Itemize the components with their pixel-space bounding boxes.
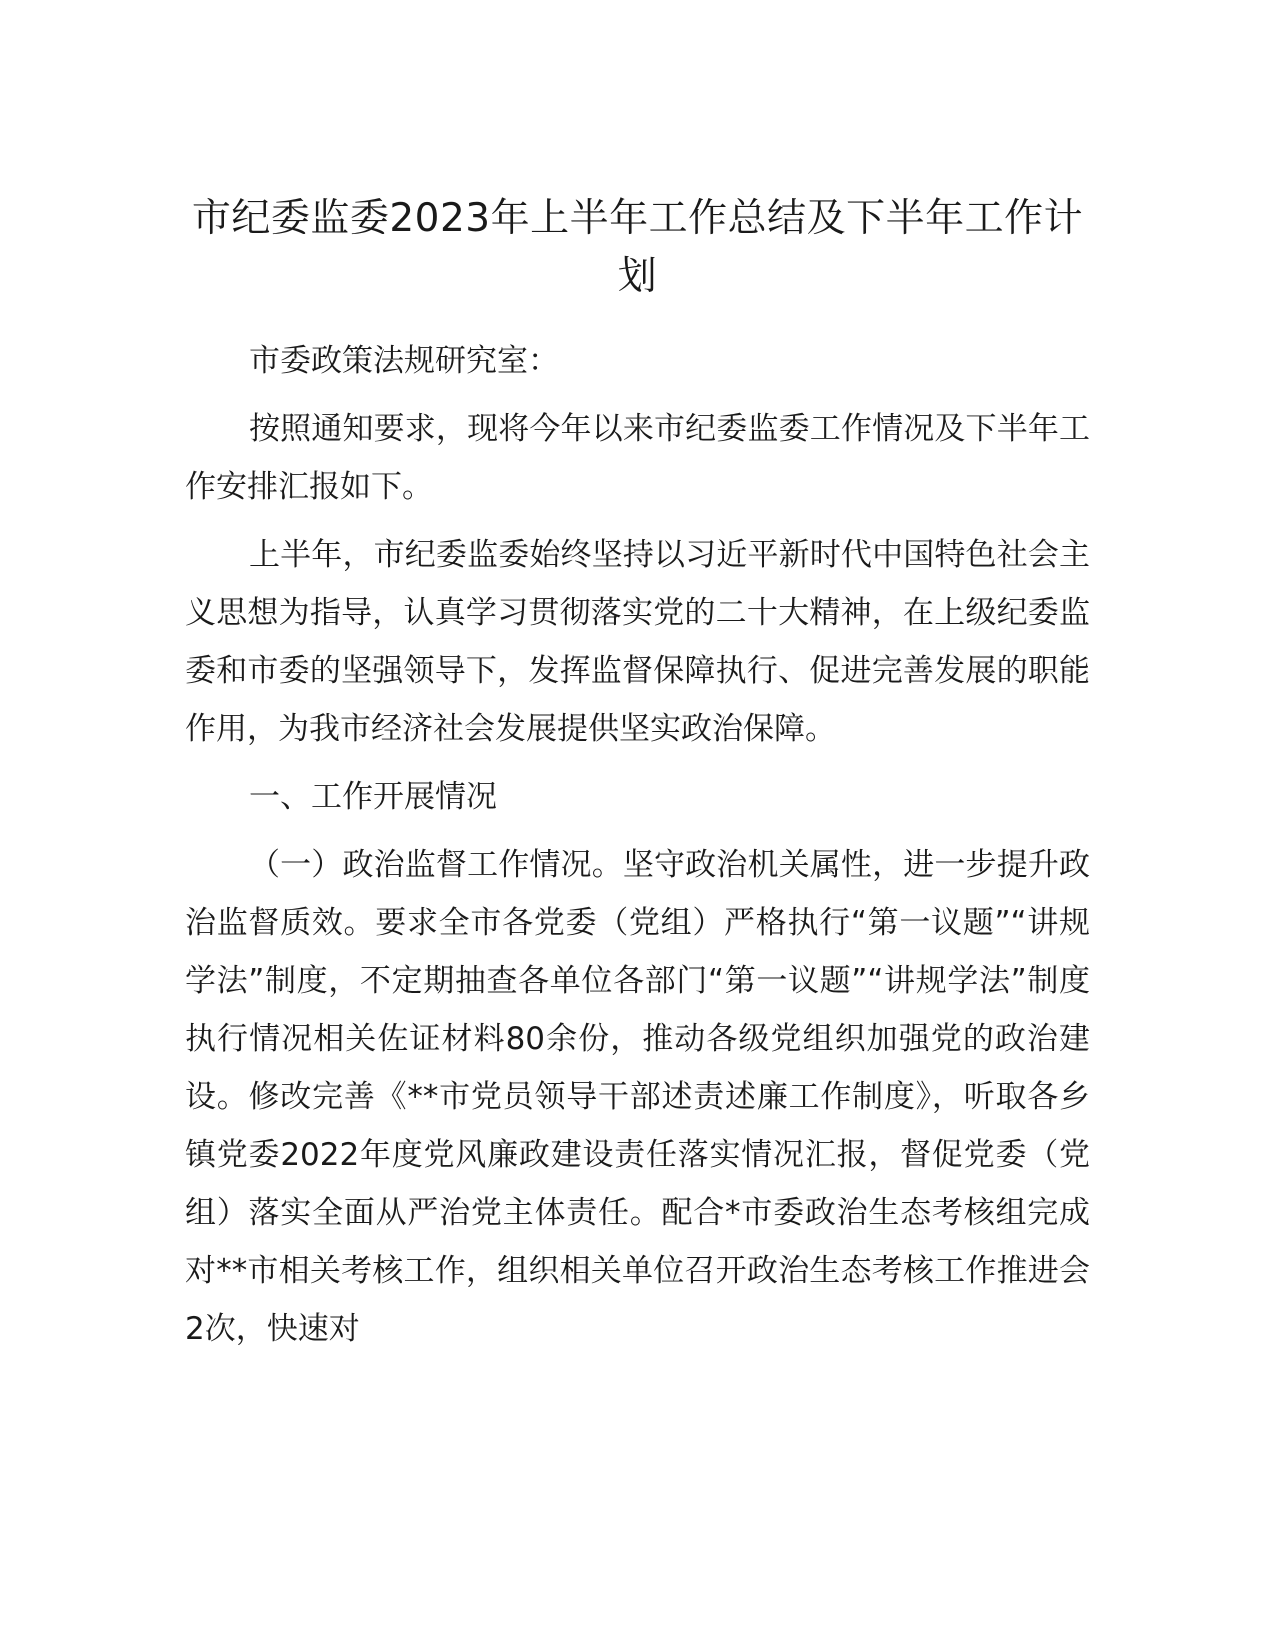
paragraph-intro: 按照通知要求，现将今年以来市纪委监委工作情况及下半年工作安排汇报如下。 (185, 411, 1090, 505)
document-page (185, 190, 1090, 1358)
salutation: 市委政策法规研究室： (249, 343, 559, 379)
section-heading: 一、工作开展情况 (249, 779, 497, 815)
paragraph-political-supervision: （一）政治监督工作情况。坚守政治机关属性，进一步提升政治监督质效。要求全市各党委（党组）严格执行“第一议题”“讲规学法”制度，不定期抽查各单位各部门“第一议题”“讲规学法”制度执行情况相关佐证材料80余份，推动各级党组织加强党的政治建设。修改完善《**市党员领导干部述责述廉工作制度》，听取各乡镇党委2022年度党风廉政建设责任落实情况汇报，督促党委（党组）落实全面从严治党主体责任。配合*市委政治生态考核组完成对**市相关考核工作，组织相关单位召开政治生态考核工作推进会2次，快速对 (185, 847, 1090, 1347)
document-title: 市纪委监委2023年上半年工作总结及下半年工作计划 (191, 196, 1084, 299)
paragraph-overview: 上半年，市纪委监委始终坚持以习近平新时代中国特色社会主义思想为指导，认真学习贯彻落实党的二十大精神，在上级纪委监委和市委的坚强领导下，发挥监督保障执行、促进完善发展的职能作用，为我市经济社会发展提供坚实政治保障。 (185, 537, 1090, 747)
